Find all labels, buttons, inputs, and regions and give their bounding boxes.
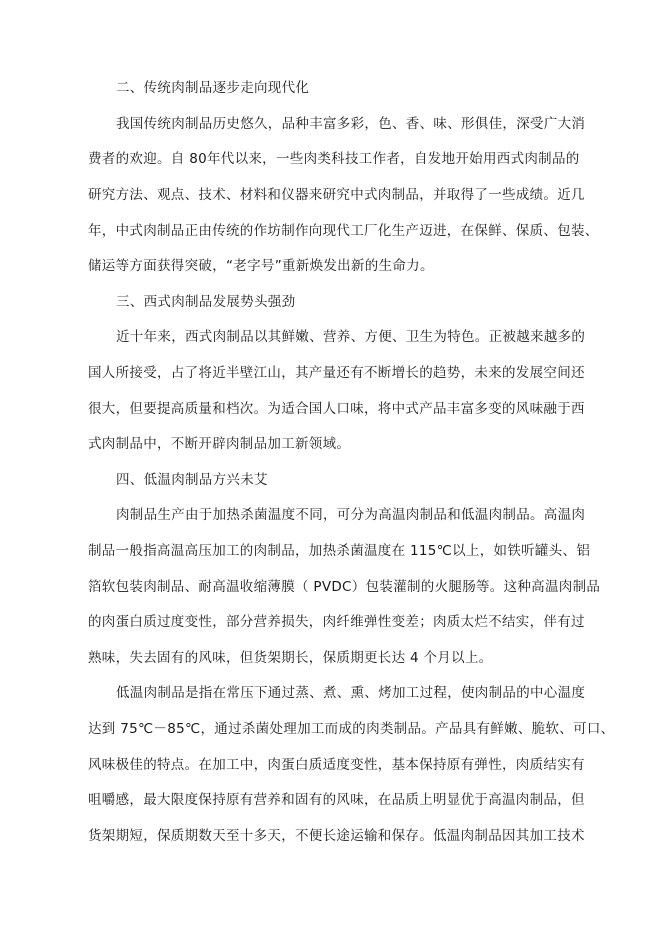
paragraph-line: 国人所接受，占了将近半壁江山，其产量还有不断增长的趋势，未来的发展空间还	[88, 365, 585, 381]
paragraph-line: 式肉制品中，不断开辟肉制品加工新领域。	[88, 436, 351, 452]
paragraph-line: 我国传统肉制品历史悠久，品种丰富多彩，色、香、味、形俱佳，深受广大消	[116, 116, 586, 132]
paragraph-line: 熟味，失去固有的风味，但货架期长，保质期更长达 4 个月以上。	[88, 650, 493, 666]
paragraph-line: 的肉蛋白质过度变性，部分营养损失，肉纤维弹性变差；肉质太烂不结实，伴有过	[88, 614, 585, 630]
paragraph-line: 很大，但要提高质量和档次。为适合国人口味，将中式产品丰富多变的风味融于西	[88, 401, 585, 417]
paragraph-line: 研究方法、观点、技术、材料和仪器来研究中式肉制品，并取得了一些成绩。近几	[88, 187, 585, 203]
paragraph-line: 箔软包装肉制品、耐高温收缩薄膜（ PVDC）包装灌制的火腿肠等。这种高温肉制品	[88, 579, 601, 595]
paragraph-line: 货架期短，保质期数天至十多天，不便长途运输和保存。低温肉制品因其加工技术	[88, 828, 585, 844]
paragraph-line: 风味极佳的特点。在加工中，肉蛋白质适度变性，基本保持原有弹性，肉质结实有	[88, 757, 585, 773]
paragraph-line: 咀嚼感，最大限度保持原有营养和固有的风味，在品质上明显优于高温肉制品，但	[88, 792, 585, 808]
section-heading-3: 三、西式肉制品发展势头强劲	[116, 294, 296, 310]
paragraph-line: 储运等方面获得突破，“老字号”重新焕发出新的生命力。	[88, 258, 434, 274]
section-heading-4: 四、低温肉制品方兴未艾	[116, 472, 268, 488]
paragraph-line: 年，中式肉制品正由传统的作坊制作向现代工厂化生产迈进，在保鲜、保质、包装、	[88, 223, 599, 239]
section-heading-2: 二、传统肉制品逐步走向现代化	[116, 80, 310, 96]
paragraph-line: 费者的欢迎。自 80年代以来，一些肉类科技工作者，自发地开始用西式肉制品的	[88, 151, 580, 167]
paragraph-line: 制品一般指高温高压加工的肉制品，加热杀菌温度在 115℃以上，如铁听罐头、铝	[88, 543, 591, 559]
paragraph-line: 达到 75℃－85℃，通过杀菌处理加工而成的肉类制品。产品具有鲜嫩、脆软、可口、	[88, 721, 615, 737]
paragraph-line: 低温肉制品是指在常压下通过蒸、煮、熏、烤加工过程，使肉制品的中心温度	[116, 685, 586, 701]
paragraph-line: 肉制品生产由于加热杀菌温度不同，可分为高温肉制品和低温肉制品。高温肉	[116, 507, 586, 523]
paragraph-line: 近十年来，西式肉制品以其鲜嫩、营养、方便、卫生为特色。正被越来越多的	[116, 329, 586, 345]
